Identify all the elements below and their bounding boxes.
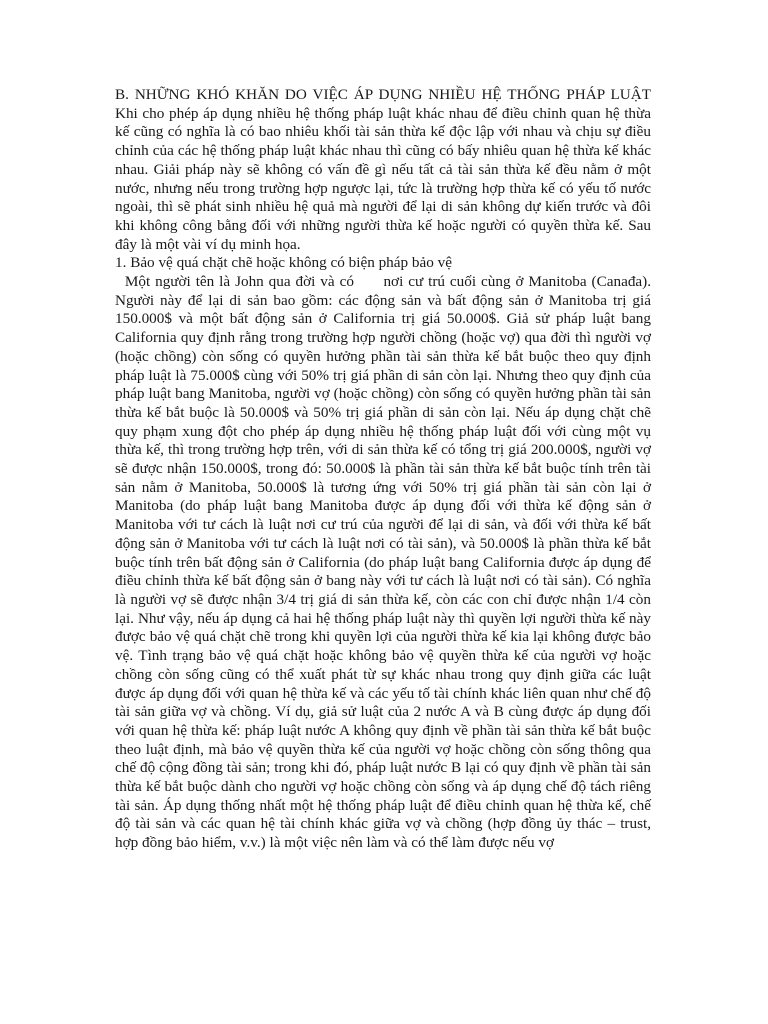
intro-paragraph: B. NHỮNG KHÓ KHĂN DO VIỆC ÁP DỤNG NHIỀU HỆ THỐNG PHÁP LUẬT Khi cho phép áp dụng nhiều hệ thống pháp luật khác nhau để điều chỉnh quan hệ thừa kế cũng có nghĩa là có bao nhiêu khối tài sản thừa kế độc lập với nhau và chịu sự điều chỉnh của các hệ thống pháp luật khác nhau thì cũng có bấy nhiêu quan hệ thừa kế khác nhau. Giải pháp này sẽ không có vấn đề gì nếu tất cả tài sản thừa kế đều nằm ở một nước, nhưng nếu trong trường hợp ngược lại, tức là trường hợp thừa kế có yếu tố nước ngoài, thì sẽ phát sinh nhiều hệ quả mà người để lại di sản không dự kiến trước và đôi khi không công bằng đối với những người thừa kế hoặc người có quyền thừa kế. Sau đây là một vài ví dụ minh họa. (115, 86, 651, 253)
document-page (115, 86, 655, 853)
section-heading: 1. Bảo vệ quá chặt chẽ hoặc không có biện pháp bảo vệ (115, 254, 452, 272)
body-paragraph: Một người tên là John qua đời và có nơi cư trú cuối cùng ở Manitoba (Canađa). Người này để lại di sản bao gồm: các động sản và bất động sản ở Manitoba trị giá 150.000$ và một bất động sản ở California trị giá 50.000$. Giả sử pháp luật bang California quy định rằng trong trường hợp người chồng (hoặc vợ) qua đời thì người vợ (hoặc chồng) còn sống có quyền hưởng phần tài sản thừa kế bắt buộc theo quy định pháp luật là 75.000$ cùng với 50% trị giá phần di sản còn lại. Nhưng theo quy định của pháp luật bang Manitoba, người vợ (hoặc chồng) còn sống có quyền hưởng phần tài sản thừa kế bắt buộc là 50.000$ và 50% trị giá phần di sản còn lại. Nếu áp dụng chặt chẽ quy phạm xung đột cho phép áp dụng nhiều hệ thống pháp luật đối với cùng một vụ thừa kế, thì trong trường hợp trên, với di sản thừa kế có tổng trị giá 200.000$, người vợ sẽ được nhận 150.000$, trong đó: 50.000$ là phần tài sản thừa kế bắt buộc tính trên tài sản nằm ở Manitoba, 50.000$ là tương ứng với 50% trị giá phần tài sản còn lại ở Manitoba (do pháp luật bang Manitoba được áp dụng đối với thừa kế động sản ở Manitoba với tư cách là luật nơi cư trú của người để lại di sản, và đối với thừa kế bất động sản ở Manitoba với tư cách là luật nơi có tài sản), và 50.000$ là phần thừa kế bắt buộc tính trên bất động sản ở California (do pháp luật bang California được áp dụng để điều chỉnh thừa kế bất động sản ở bang này với tư cách là luật nơi có tài sản). Có nghĩa là người vợ sẽ được nhận 3/4 trị giá di sản thừa kế, còn các con chỉ được nhận 1/4 còn lại. Như vậy, nếu áp dụng cả hai hệ thống pháp luật này thì quyền lợi người thừa kế này được bảo vệ quá chặt chẽ trong khi quyền lợi của người thừa kế kia lại không được bảo vệ. Tình trạng bảo vệ quá chặt hoặc không bảo vệ quyền thừa kế của người vợ hoặc chồng còn sống cũng có thể xuất phát từ sự khác nhau trong quy định giữa các luật được áp dụng đối với quan hệ thừa kế và các yếu tố tài chính khác liên quan như chế độ tài sản giữa vợ và chồng. Ví dụ, giả sử luật của 2 nước A và B cùng được áp dụng đối với quan hệ thừa kế: pháp luật nước A không quy định về phần tài sản thừa kế bắt buộc theo luật định, mà bảo vệ quyền thừa kế của người vợ hoặc chồng còn sống thông qua chế độ cộng đồng tài sản; trong khi đó, pháp luật nước B lại có quy định về phần tài sản thừa kế bắt buộc dành cho người vợ hoặc chồng còn sống và áp dụng chế độ tách riêng tài sản. Áp dụng thống nhất một hệ thống pháp luật để điều chỉnh quan hệ thừa kế, chế độ tài sản và các quan hệ tài chính khác giữa vợ và chồng (hợp đồng ủy thác – trust, hợp đồng bảo hiểm, v.v.) là một việc nên làm và có thể làm được nếu vợ (115, 273, 655, 852)
